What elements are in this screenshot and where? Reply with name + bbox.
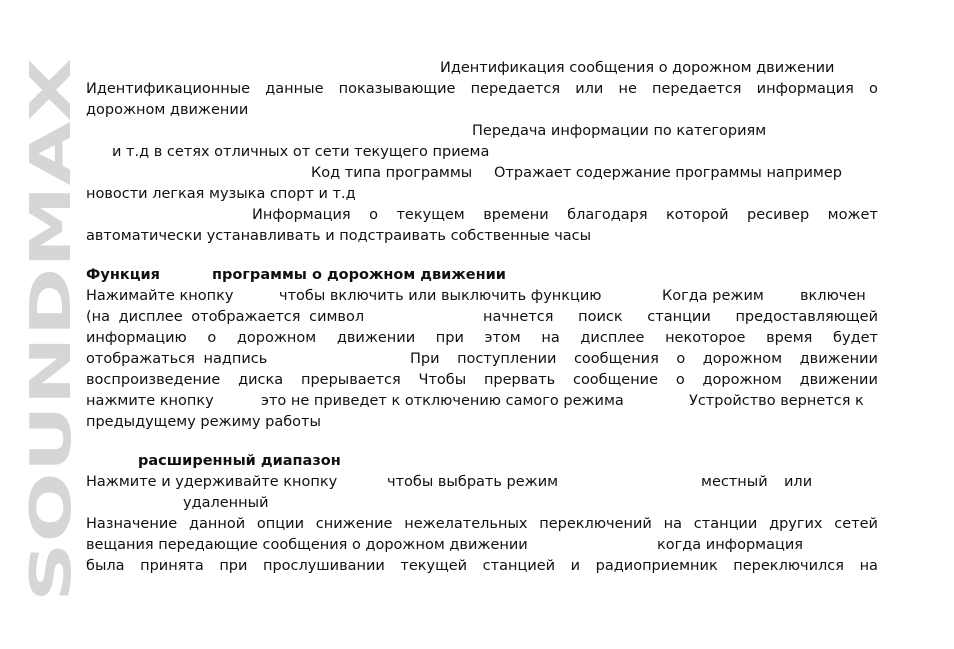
ta-heading [86,265,878,286]
ct-line [252,205,878,226]
word: данной [188,516,246,532]
pty-text: Отражает содержание программы например [494,165,842,181]
eon-line-3 [86,514,878,535]
word: благодаря [567,207,648,223]
eon-l1-a: Нажмите и удерживайте кнопку [86,474,338,490]
word: станции [693,516,758,532]
word: Информация [252,207,351,223]
pty-text-cont: новости легкая музыка спорт и т.д [86,186,356,202]
word: сообщения [573,351,659,367]
word: нежелательных [404,516,528,532]
word: ресивер [746,207,810,223]
word: о [369,207,378,223]
ta-line-2 [86,307,878,328]
word: передается [652,81,742,97]
ta-l7: предыдущему режиму работы [86,414,321,430]
ct-line2 [86,226,878,247]
word: текущей [400,558,468,574]
word: на [663,516,682,532]
ta-heading-b: программы о дорожном движении [212,267,506,283]
word: время [766,330,813,346]
word: или [575,81,604,97]
ct-text-cont: автоматически устанавливать и подстраивать собственные часы [86,228,592,244]
word: станцией [482,558,556,574]
ta-line-3 [86,328,878,349]
word: не [618,81,637,97]
eon-l4-b: когда информация [657,537,803,553]
word: будет [833,330,878,346]
word: опции [256,516,304,532]
ta-line-4 [86,349,878,370]
soundmax-watermark [19,58,84,602]
pi-text-cont: дорожном движении [86,102,249,118]
watermark-text: SOUNDMAX [19,232,84,602]
ta-heading-a: Функция [86,267,160,283]
af-text: и т.д в сетях отличных от сети текущего приема [112,144,490,160]
word: этом [484,330,521,346]
word: о [869,81,878,97]
ta-line-1 [86,286,878,307]
eon-l1-b: чтобы выбрать режим [387,474,559,490]
word: дисплее [580,330,645,346]
eon-l1-c: местный [701,474,768,490]
word: снижение [315,516,393,532]
eon-heading-line [86,451,878,472]
word: Назначение [86,516,178,532]
word: движении [799,372,878,388]
ta-l1-b: чтобы включить или выключить функцию [279,288,602,304]
word: начнется [483,309,554,325]
word: поиск [578,309,623,325]
word: прервать [483,372,556,388]
ta-l1-d: включен [800,288,866,304]
word: Идентификационные [86,81,251,97]
word: некоторое [665,330,746,346]
word: о [207,330,217,346]
word: сетей [834,516,878,532]
word: Чтобы [418,372,467,388]
ta-l2-a: (на дисплее отображается символ [86,309,365,325]
word: движении [799,351,878,367]
eon-line-5 [86,556,878,577]
eon-l4-a: вещания передающие сообщения о дорожном движении [86,537,528,553]
ta-l6-a: нажмите кнопку [86,393,214,409]
pi-text-line [86,79,878,100]
word: предоставляющей [735,309,878,325]
word: передается [470,81,561,97]
word: на [541,330,560,346]
eon-line-2 [86,493,878,514]
word: текущем [396,207,465,223]
af-label-line [86,121,878,142]
ta-l4-a: отображаться надпись [86,351,268,367]
word: на [859,558,878,574]
eon-line-1 [86,472,878,493]
word: может [827,207,878,223]
ta-l1-c: Когда режим [662,288,764,304]
word: времени [483,207,549,223]
word: которой [666,207,729,223]
word: переключился [733,558,844,574]
word: воспроизведение [86,372,221,388]
ta-line-7 [86,412,878,433]
ta-l6-c: Устройство вернется к [689,393,864,409]
pty-line2 [86,184,878,205]
word: при [219,558,248,574]
ta-l4-b [410,349,878,370]
ta-l2-b [483,307,878,328]
eon-line-4 [86,535,878,556]
word: и [570,558,581,574]
word: прослушивании [263,558,385,574]
word: станции [647,309,711,325]
pi-text-line2 [86,100,878,121]
word: дорожном [702,351,783,367]
word: показывающие [338,81,456,97]
af-text-line [86,142,878,163]
eon-l1-d: или [784,474,813,490]
word: диска [238,372,284,388]
word: была [86,558,125,574]
pty-line [86,163,878,184]
ta-l1-a: Нажимайте кнопку [86,288,234,304]
word: о [676,351,686,367]
ta-line-6 [86,391,878,412]
pi-label: Идентификация сообщения о дорожном движении [440,60,835,76]
ta-l6-b: это не приведет к отключению самого режима [261,393,624,409]
word: данные [265,81,324,97]
af-label: Передача информации по категориям [472,123,767,139]
word: дорожном [236,330,317,346]
word: При [410,351,440,367]
eon-l2: удаленный [183,495,269,511]
word: поступлении [457,351,557,367]
word: движении [336,330,416,346]
word: прерывается [300,372,401,388]
word: дорожном [702,372,782,388]
word: о [675,372,685,388]
word: радиоприемник [595,558,718,574]
word: принята [140,558,204,574]
pty-label: Код типа программы [311,165,473,181]
manual-page [86,58,878,577]
word: при [435,330,464,346]
word: других [769,516,823,532]
eon-heading: расширенный диапазон [138,453,341,469]
word: информация [756,81,854,97]
word: сообщение [572,372,659,388]
word: информацию [86,330,187,346]
pi-label-line [86,58,878,79]
word: переключений [539,516,652,532]
ta-line-5 [86,370,878,391]
